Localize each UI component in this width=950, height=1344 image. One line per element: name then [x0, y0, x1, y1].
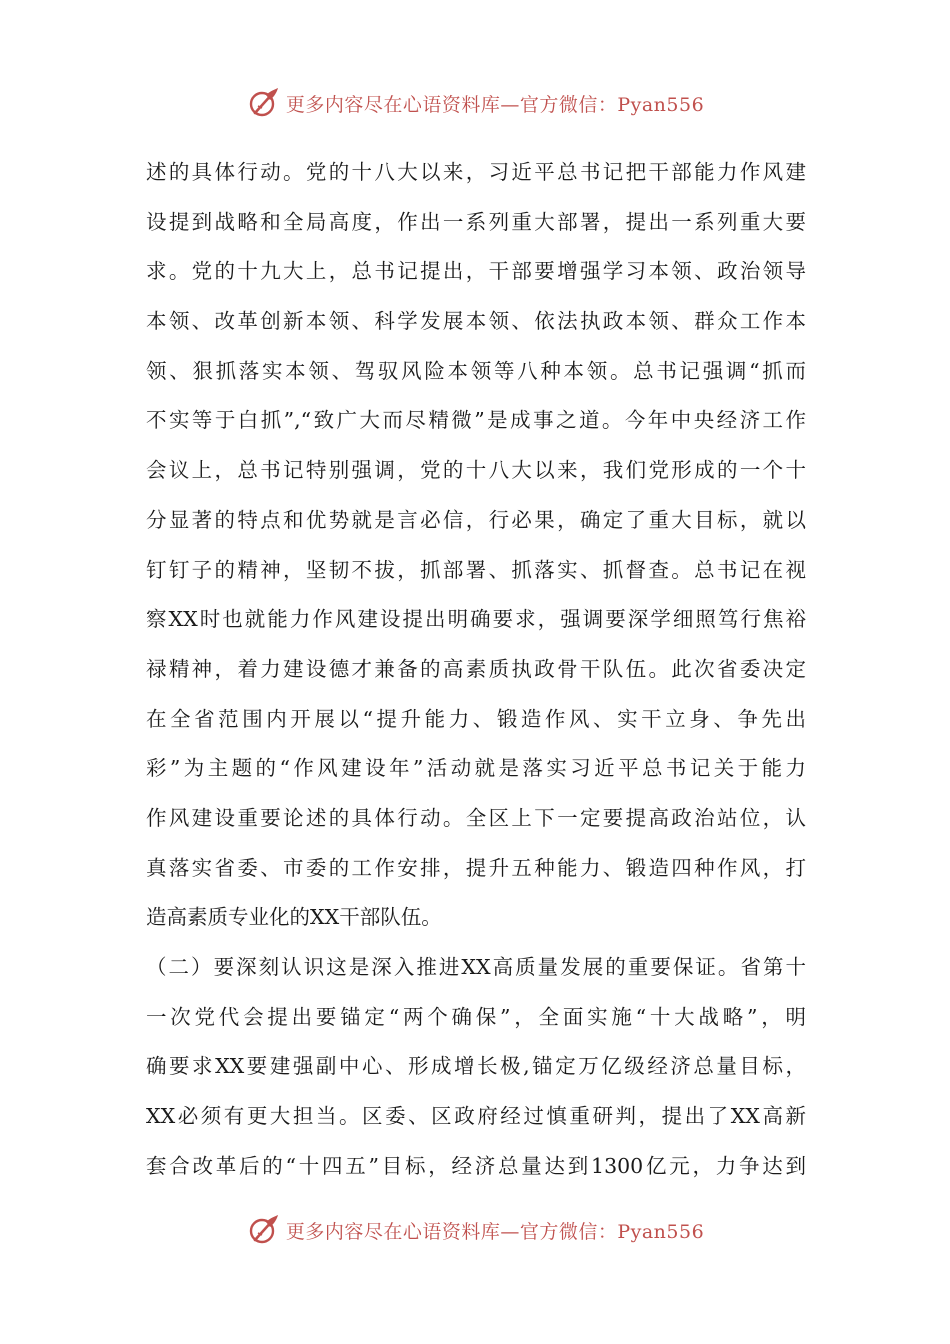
text-line: 真落实省委、市委的工作安排，提升五种能力、锻造四种作风，打	[146, 855, 806, 880]
text-line: 彩”为主题的“作风建设年”活动就是落实习近平总书记关于能力	[146, 756, 806, 781]
text-line: 设提到战略和全局高度，作出一系列重大部署，提出一系列重大要	[146, 209, 806, 234]
header-watermark-text: 更多内容尽在心语资料库—官方微信：Pyan556	[285, 93, 705, 116]
quill-logo-icon	[246, 86, 280, 120]
text-line: 在全省范围内开展以“提升能力、锻造作风、实干立身、争先出	[146, 706, 806, 731]
text-line: 作风建设重要论述的具体行动。全区上下一定要提高政治站位，认	[146, 805, 806, 830]
footer-watermark-banner	[0, 1210, 950, 1250]
text-line: 本领、改革创新本领、科学发展本领、依法执政本领、群众工作本	[146, 309, 806, 334]
section-heading-line: （二）要深刻认识这是深入推进XX高质量发展的重要保证。省第十	[146, 955, 806, 979]
text-line: 求。党的十九大上，总书记提出，干部要增强学习本领、政治领导	[146, 259, 806, 284]
text-line: 钉钉子的精神，坚韧不拔，抓部署、抓落实、抓督查。总书记在视	[146, 557, 806, 582]
text-line: 一次党代会提出要锚定“两个确保”，全面实施“十大战略”，明	[146, 1004, 806, 1029]
paragraph-end-line: 造高素质专业化的XX干部队伍。	[146, 905, 442, 930]
text-line: 套合改革后的“十四五”目标，经济总量达到1300亿元，力争达到	[146, 1153, 806, 1178]
text-line: 察XX时也就能力作风建设提出明确要求，强调要深学细照笃行焦裕	[146, 607, 806, 632]
text-line: 禄精神，着力建设德才兼备的高素质执政骨干队伍。此次省委决定	[146, 656, 806, 681]
text-line: 会议上，总书记特别强调，党的十八大以来，我们党形成的一个十	[146, 458, 806, 483]
text-line: 述的具体行动。党的十八大以来，习近平总书记把干部能力作风建	[146, 160, 806, 184]
text-line: XX必须有更大担当。区委、区政府经过慎重研判，提出了XX高新	[146, 1104, 806, 1129]
text-line: 确要求XX要建强副中心、形成增长极,锚定万亿级经济总量目标，	[146, 1054, 806, 1079]
text-line: 分显著的特点和优势就是言必信，行必果，确定了重大目标，就以	[146, 507, 806, 532]
text-line: 领、狠抓落实本领、驾驭风险本领等八种本领。总书记强调“抓而	[146, 358, 806, 383]
quill-logo-icon	[246, 1213, 280, 1247]
document-body	[146, 148, 806, 1191]
footer-watermark-text: 更多内容尽在心语资料库—官方微信：Pyan556	[285, 1220, 705, 1243]
text-line: 不实等于白抓”,“致广大而尽精微”是成事之道。今年中央经济工作	[146, 408, 806, 433]
header-watermark-banner	[0, 83, 950, 123]
